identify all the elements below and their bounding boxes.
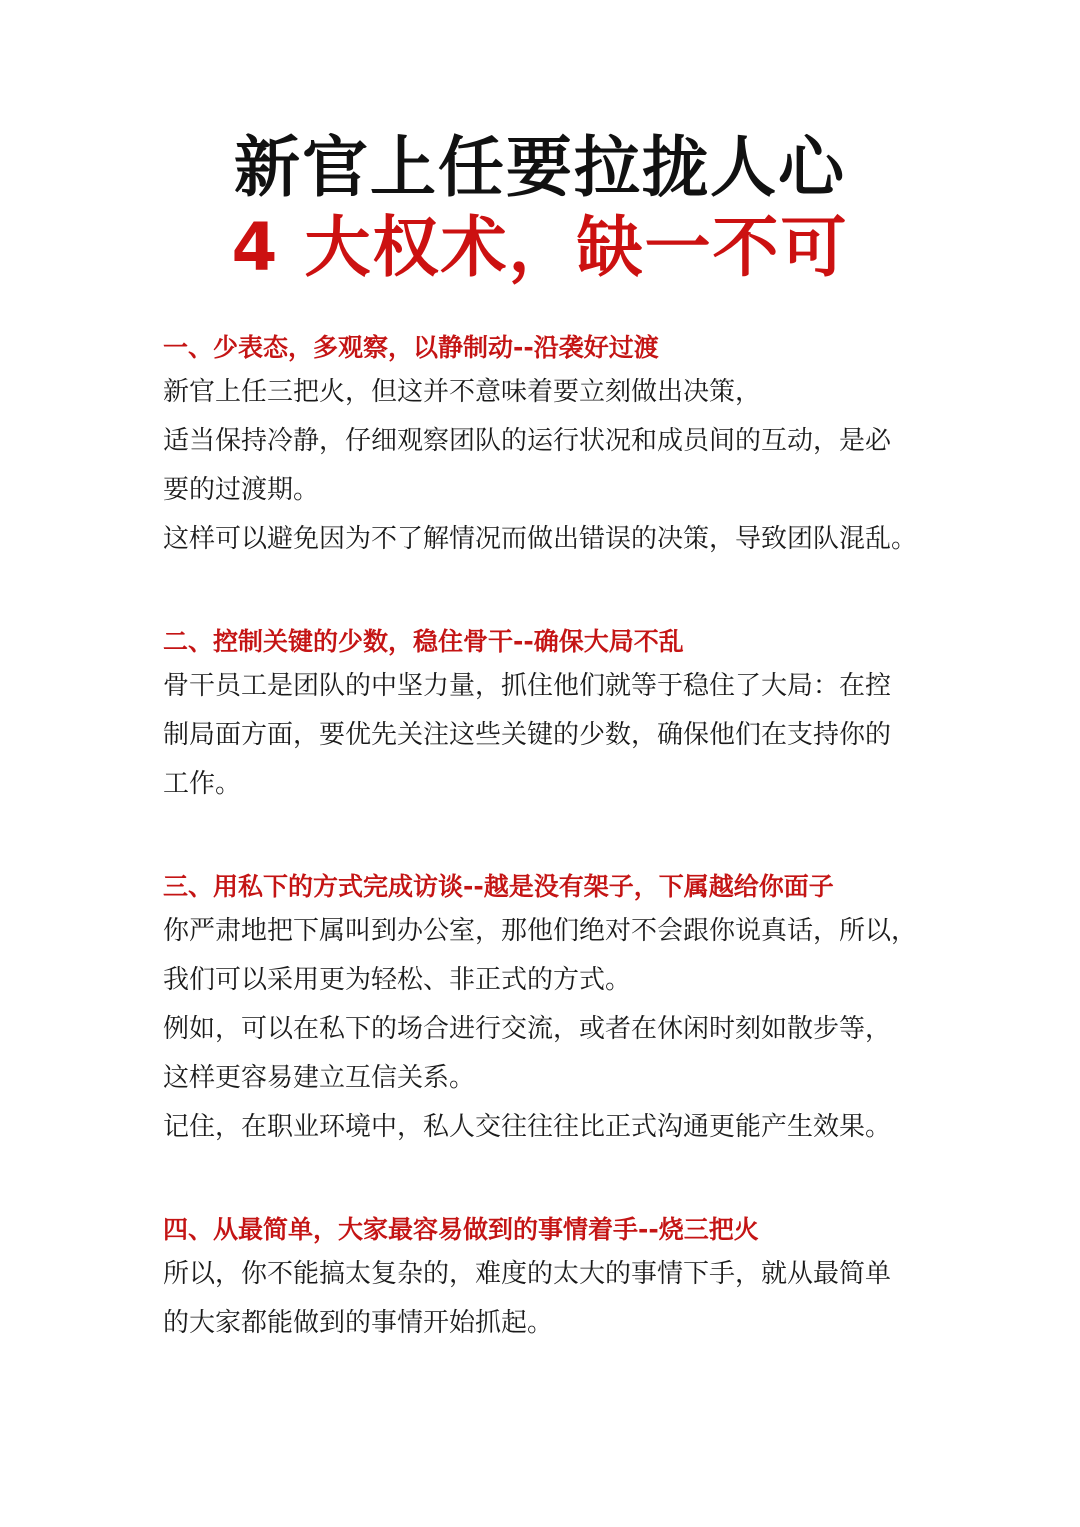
- paragraph-line: 制局面方面，要优先关注这些关键的少数，确保他们在支持你的: [163, 720, 892, 750]
- title-block: [0, 128, 1080, 288]
- section-heading: 一、少表态，多观察，以静制动--沿袭好过渡: [163, 333, 659, 362]
- section-3: [163, 867, 963, 1152]
- paragraph-line: 例如，可以在私下的场合进行交流，或者在休闲时刻如散步等，: [163, 1014, 892, 1044]
- paragraph-line: 这样可以避免因为不了解情况而做出错误的决策，导致团队混乱。: [163, 524, 918, 554]
- paragraph-line: 的大家都能做到的事情开始抓起。: [163, 1308, 554, 1338]
- paragraph-line: 这样更容易建立互信关系。: [163, 1063, 476, 1093]
- section-heading: 四、从最简单，大家最容易做到的事情着手--烧三把火: [163, 1215, 759, 1244]
- page-subtitle: 4 大权术，缺一不可: [231, 209, 849, 286]
- section-1: [163, 328, 963, 564]
- section-heading: 二、控制关键的少数，稳住骨干--确保大局不乱: [163, 627, 684, 656]
- section-4: [163, 1210, 963, 1348]
- paragraph-line: 我们可以采用更为轻松、非正式的方式。: [163, 965, 632, 995]
- section-2: [163, 622, 963, 809]
- paragraph-line: 你严肃地把下属叫到办公室，那他们绝对不会跟你说真话，所以，: [163, 916, 918, 946]
- paragraph-line: 所以，你不能搞太复杂的，难度的太大的事情下手，就从最简单: [163, 1259, 892, 1289]
- paragraph-line: 工作。: [163, 769, 242, 799]
- paragraph-line: 要的过渡期。: [163, 475, 320, 505]
- paragraph-line: 记住，在职业环境中，私人交往往往比正式沟通更能产生效果。: [163, 1112, 892, 1142]
- paragraph-line: 骨干员工是团队的中坚力量，抓住他们就等于稳住了大局：在控: [163, 671, 892, 701]
- paragraph-line: 适当保持冷静，仔细观察团队的运行状况和成员间的互动，是必: [163, 426, 892, 456]
- page-title: 新官上任要拉拢人心: [234, 129, 846, 206]
- paragraph-line: 新官上任三把火，但这并不意味着要立刻做出决策，: [163, 377, 762, 407]
- section-heading: 三、用私下的方式完成访谈--越是没有架子，下属越给你面子: [163, 872, 834, 901]
